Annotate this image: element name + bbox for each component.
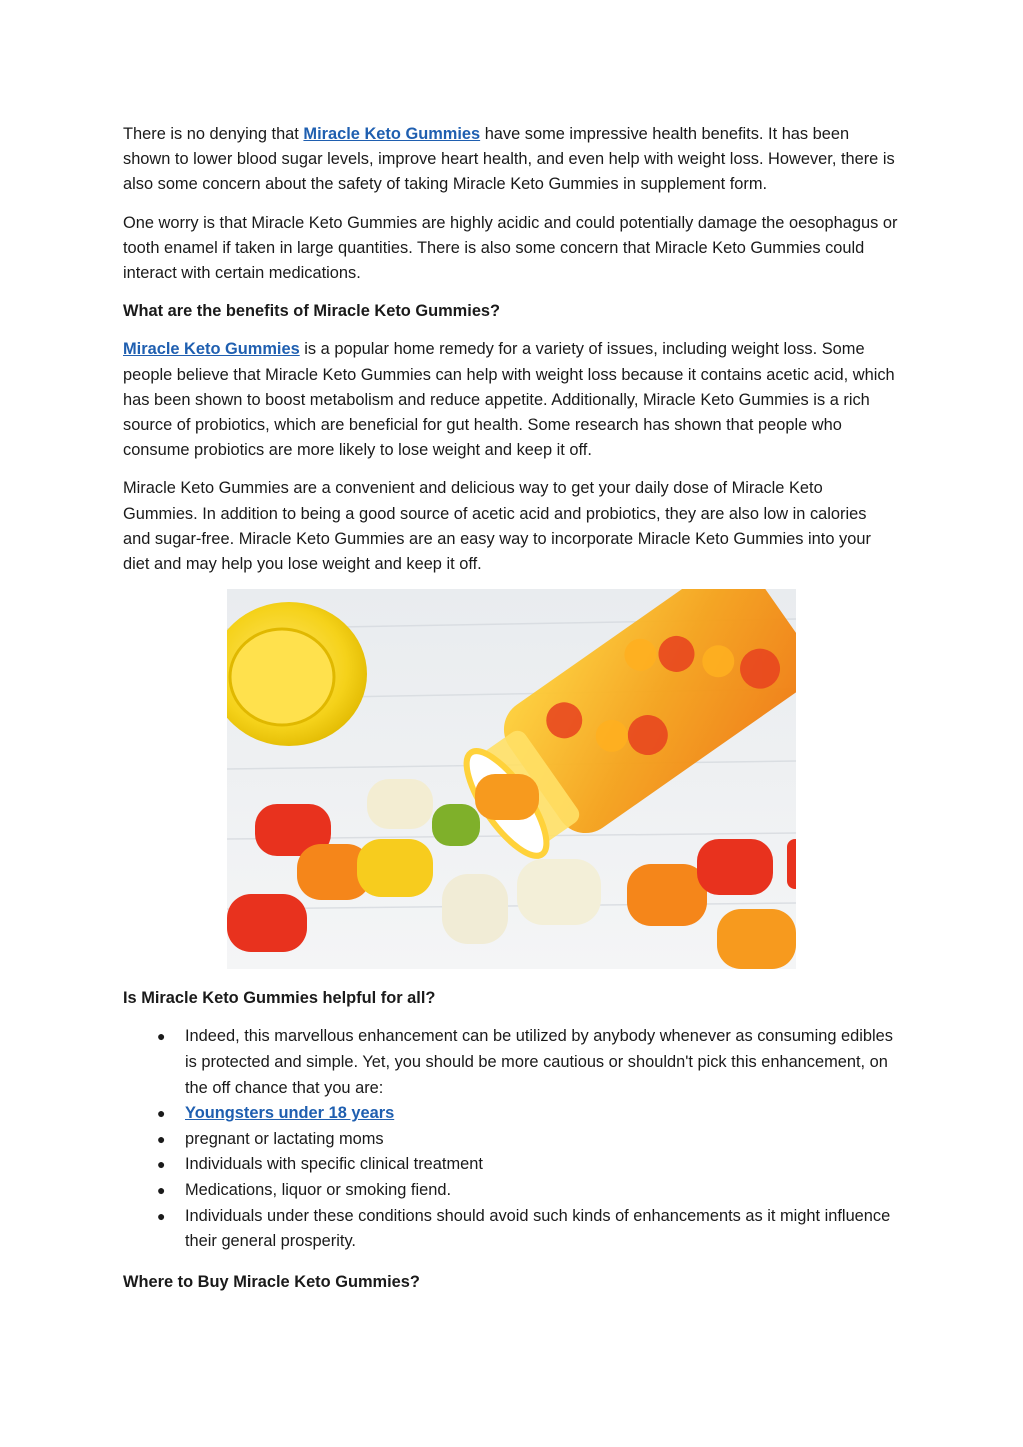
bullet-icon: ● [157,1182,166,1199]
list-item [123,1178,898,1204]
document-page [123,122,898,1295]
intro-text-start: There is no denying that [123,125,304,143]
bullet-icon: ● [157,1130,166,1147]
gummy-bears-image [227,589,796,969]
list-item [123,1204,898,1255]
benefits-heading: What are the benefits of Miracle Keto Gummies? [123,302,501,321]
list-item-text: Indeed, this marvellous enhancement can be utilized by anybody whenever as consuming edibles is protected and simple. Yet, you should be more cautious or shouldn't pick this enhancement, on the off chance that you are: [185,1027,893,1097]
product-link[interactable]: Miracle Keto Gummies [303,125,481,143]
list-item [123,1127,898,1153]
product-link-2[interactable]: Miracle Keto Gummies [123,340,300,359]
list-item-text: Medications, liquor or smoking fiend. [185,1181,452,1200]
where-to-buy-heading: Where to Buy Miracle Keto Gummies? [123,1272,420,1291]
list-item [123,1152,898,1178]
list-item [123,1101,898,1127]
convenience-paragraph: Miracle Keto Gummies are a convenient and delicious way to get your daily dose of Miracle Keto Gummies. In addition to being a good source of acetic acid and probiotics, they are also low in calories and sugar-free. Miracle Keto Gummies are an easy way to incorporate Miracle Keto Gummies into your diet and may help you lose weight and keep it off. [123,479,871,574]
caution-list [123,1024,898,1254]
benefits-text: is a popular home remedy for a variety of issues, including weight loss. Some people believe that Miracle Keto Gummies can help with weight loss because it contains acetic acid, which has been shown to boost metabolism and reduce appetite. Additionally, Miracle Keto Gummies is a rich source of probiotics, which are beneficial for gut health. Some research has shown that people who consume probiotics are more likely to lose weight and keep it off. [123,340,895,460]
list-item-text: Individuals with specific clinical treatment [185,1155,483,1174]
bullet-icon: ● [157,1028,166,1045]
helpful-heading: Is Miracle Keto Gummies helpful for all? [123,989,436,1008]
list-item-text: pregnant or lactating moms [185,1129,384,1148]
bullet-icon: ● [157,1207,166,1224]
youngsters-link[interactable]: Youngsters under 18 years [185,1104,395,1123]
bullet-icon: ● [157,1105,166,1122]
intro-text-end: have some impressive health benefits. It has been shown to lower blood sugar levels, improve heart health, and even help with weight loss. However, there is also some concern about the safety of taking Miracle Keto Gummies in supplement form. [123,125,895,194]
concern-paragraph: One worry is that Miracle Keto Gummies are highly acidic and could potentially damage the oesophagus or tooth enamel if taken in large quantities. There is also some concern that Miracle Keto Gummies could interact with certain medications. [123,213,898,283]
list-item [123,1024,898,1101]
bullet-icon: ● [157,1156,166,1173]
intro-paragraph [123,122,898,198]
benefits-paragraph [123,337,898,463]
list-item-text: Individuals under these conditions should avoid such kinds of enhancements as it might influence their general prosperity. [185,1206,891,1251]
